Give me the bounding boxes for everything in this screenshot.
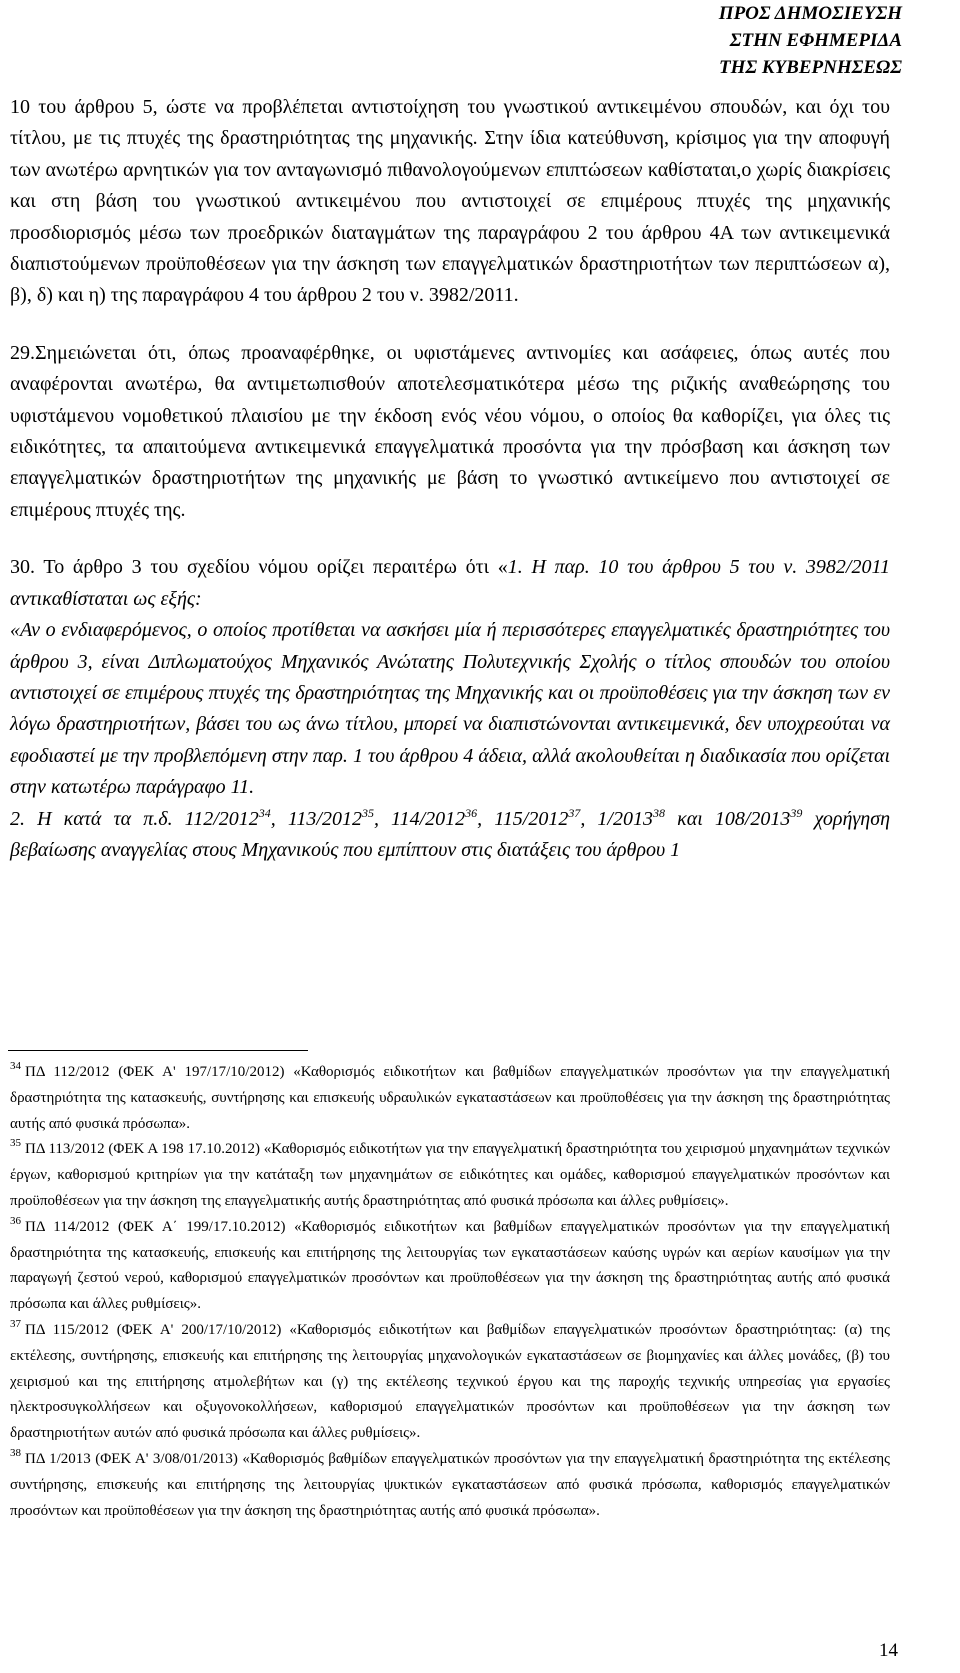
footnote-36 [10, 1215, 890, 1318]
item2-text: , 114/2012 [373, 807, 466, 830]
quoted-paragraph: «Αν ο ενδιαφερόμενος, ο οποίος προτίθεται να ασκήσει μία ή περισσότερες επαγγελματικές δραστηριότητες του άρθρου 3, είναι Διπλωματούχος Μηχανικός Ανώτατης Πολυτεχνικής Σχολής ο τίτλος σπουδών του οποίου αντιστοιχεί σε επιμέρους πτυχές της δραστηριότητας της Μηχανικής και οι προϋποθέσεις για την άσκηση των εν λόγω δραστηριοτήτων, βάσει του ως άνω τίτλου, μπορεί να διαπιστώνονται αντικειμενικά, δεν υποχρεούται να εφοδιαστεί με την προβλεπόμενη στην παρ. 1 του άρθρου 4 άδεια, αλλά ακολουθείται η διαδικασία που ορίζεται στην κατωτέρω παράγραφο 11. [10, 619, 890, 799]
footnote-text: ΠΔ 114/2012 (ΦΕΚ Α΄ 199/17.10.2012) «Καθορισμός ειδικοτήτων και βαθμίδων επαγγελματικών προσόντων για την επαγγελματική δραστηριότητα της κατασκευής, επισκευής και επιτήρησης της λειτουργίας των εγκαταστάσεων καύσης υγρών και αερίων καυσίμων για την παραγωγή ζεστού νερού, καθορισμού επαγγελματικών προσόντων και προϋποθέσεων για την άσκηση της δραστηριότητας αυτής από φυσικά πρόσωπα και άλλες ρυθμίσεις». [10, 1218, 890, 1313]
footnote-text: ΠΔ 115/2012 (ΦΕΚ Α' 200/17/10/2012) «Καθορισμός ειδικοτήτων και βαθμίδων επαγγελματικών προσόντων δραστηριότητας: (α) της εκτέλεσης, συντήρησης, επισκευής και επιτήρησης της λειτουργίας μηχανολογικών εγκαταστάσεων σε βιομηχανίες και άλλες μονάδες, (β) του χειρισμού και της επιτήρησης ατμολεβήτων και (γ) της εκτέλεσης τεχνικού έργου και της παροχής τεχνικής υπηρεσίας για εργασίες ηλεκτροσυγκολλήσεων και οξυγονοκολλήσεων, καθορισμού επαγγελματικών προσόντων και προϋποθέσεων για την άσκηση των δραστηριοτήτων αυτών από φυσικά πρόσωπα και άλλες ρυθμίσεις». [10, 1321, 890, 1442]
footnote-ref-34[interactable]: 34 [258, 805, 271, 820]
item2-text: 2. Η κατά τα π.δ. 112/2012 [10, 807, 259, 830]
footnote-text: ΠΔ 1/2013 (ΦΕΚ Α' 3/08/01/2013) «Καθορισμός βαθμίδων επαγγελματικών προσόντων για την επαγγελματική δραστηριότητα της εκτέλεσης συντήρησης, επισκευής και επιτήρησης της λειτουργίας ψυκτικών εγκαταστάσεων από φυσικά πρόσωπα, καθορισμός επαγγελματικών προσόντων και προϋποθέσεων για την άσκηση της δραστηριότητας αυτής από φυσικά πρόσωπα». [10, 1450, 890, 1519]
paragraph-30 [10, 552, 890, 615]
footnote-number: 36 [10, 1214, 21, 1227]
footnote-number: 37 [10, 1317, 21, 1330]
footnote-ref-37[interactable]: 37 [568, 805, 581, 820]
footnote-ref-38[interactable]: 38 [653, 805, 665, 820]
footnote-ref-39[interactable]: 39 [790, 805, 803, 820]
item2-text: και 108/2013 [665, 807, 791, 830]
footnote-separator [8, 1050, 308, 1051]
footnote-number: 34 [10, 1060, 21, 1072]
paragraph-29: 29.Σημειώνεται ότι, όπως προαναφέρθηκε, οι υφιστάμενες αντινομίες και ασάφειες, όπως αυτές που αναφέρονται ανωτέρω, θα αντιμετωπισθούν αποτελεσματικότερα μέσω της ριζικής αναθεώρησης του υφιστάμενου νομοθετικού πλαισίου με την έκδοση ενός νέου νόμου, ο οποίος θα καθορίζει, για όλες τις ειδικότητες, τα απαιτούμενα αντικειμενικά επαγγελματικά προσόντα για την πρόσβαση και άσκηση των επαγγελματικών δραστηριοτήτων της μηχανικής με βάση το γνωστικό αντικείμενο που αντιστοιχεί σε επιμέρους πτυχές της. [10, 341, 890, 521]
footnote-ref-36[interactable]: 36 [465, 805, 478, 820]
publication-stamp [719, 0, 902, 81]
main-text [10, 92, 890, 866]
paragraph-continuation: 10 του άρθρου 5, ώστε να προβλέπεται αντιστοίχηση του γνωστικού αντικειμένου σπουδών, και όχι του τίτλου, με τις πτυχές της δραστηριότητας της μηχανικής. Στην ίδια κατεύθυνση, κρίσιμος για την αποφυγή των ανωτέρω αρνητικών για τον ανταγωνισμό πιθανολογούμενων επιπτώσεων καθίσταται,ο χωρίς διακρίσεις και στη βάση του γνωστικού αντικειμένου που αντιστοιχεί σε επιμέρους πτυχές της μηχανικής προσδιορισμός μέσω των προεδρικών διαταγμάτων της παραγράφου 2 του άρθρου 4Α των αντικειμενικά διαπιστούμενων προϋποθέσεων για την άσκηση των επαγγελματικών δραστηριοτήτων των περιπτώσεων α), β), δ) και η) της παραγράφου 4 του άρθρου 2 του ν. 3982/2011. [10, 96, 890, 307]
footnotes [10, 1060, 890, 1524]
paragraph-30-intro: 30. Το άρθρο 3 του σχεδίου νόμου ορίζει περαιτέρω ότι « [10, 556, 508, 579]
footnote-ref-35[interactable]: 35 [361, 805, 374, 820]
page-number: 14 [879, 1640, 898, 1661]
footnote-text: ΠΔ 112/2012 (ΦΕΚ Α' 197/17/10/2012) «Καθορισμός ειδικοτήτων και βαθμίδων επαγγελματικών προσόντων για την επαγγελματική δραστηριότητα της κατασκευής, συντήρησης και επισκευής υδραυλικών εγκαταστάσεων και προϋποθέσεις για την άσκηση της δραστηριότητας αυτής από φυσικά πρόσωπα». [10, 1064, 890, 1132]
stamp-line-3: ΤΗΣ ΚΥΒΕΡΝΗΣΕΩΣ [718, 57, 902, 78]
footnote-34 [10, 1060, 890, 1137]
item2-text: , 113/2012 [270, 807, 362, 830]
item2-text: χορήγηση βεβαίωσης αναγγελίας στους Μηχανικούς που εμπίπτουν στις διατάξεις του άρθρου 1 [10, 807, 891, 861]
stamp-line-1: ΠΡΟΣ ΔΗΜΟΣΙΕΥΣΗ [718, 3, 902, 24]
quoted-item-2 [10, 804, 890, 867]
footnote-text: ΠΔ 113/2012 (ΦΕΚ Α 198 17.10.2012) «Καθορισμός ειδικοτήτων για την επαγγελματική δραστηριότητα του χειρισμού μηχανημάτων τεχνικών έργων, καθορισμού κριτηρίων για την κατάταξη των μηχανημάτων σε ειδικότητες και ομάδες, καθορισμού επαγγελματικών προσόντων και προϋποθέσεων για την άσκηση της επαγγελματικής αυτής δραστηριότητας από φυσικά πρόσωπα και άλλες ρυθμίσεις». [10, 1141, 890, 1209]
footnote-number: 35 [10, 1137, 21, 1150]
item2-text: , 1/2013 [580, 807, 653, 830]
footnote-number: 38 [10, 1446, 21, 1459]
footnote-37 [10, 1318, 890, 1447]
footnote-35 [10, 1137, 890, 1214]
footnote-38 [10, 1447, 890, 1524]
stamp-line-2: ΣΤΗΝ ΕΦΗΜΕΡΙΔΑ [729, 30, 902, 51]
paragraph-30-quote-start: 1. Η παρ. 10 του άρθρου 5 του ν. 3982/2011 αντικαθίσταται ως εξής: [10, 556, 891, 610]
item2-text: , 115/2012 [477, 807, 569, 830]
